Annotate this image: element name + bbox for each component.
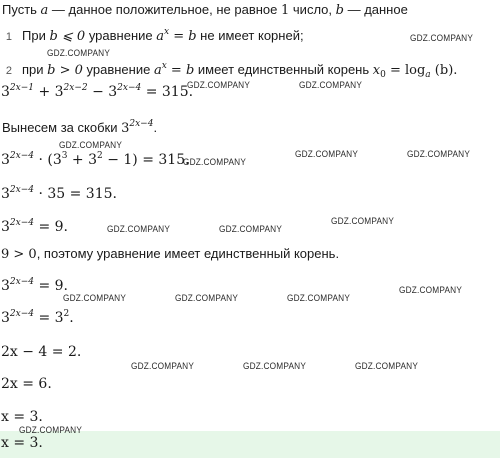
log-base: a bbox=[425, 70, 431, 80]
answer: x = 3. bbox=[1, 435, 43, 451]
number-one: 1 bbox=[281, 3, 290, 18]
exponent: 2 bbox=[97, 151, 103, 161]
note-text: , поэтому уравнение имеет единственный корень. bbox=[36, 246, 340, 261]
exponent: 2x−4 bbox=[9, 218, 34, 228]
var-a: a bbox=[40, 3, 49, 18]
intro-text: число, bbox=[289, 2, 336, 17]
watermark: GDZ.COMPANY bbox=[19, 425, 83, 435]
factor-text: Вынесем за скобки bbox=[2, 120, 122, 135]
note-line bbox=[1, 246, 339, 262]
list-text: уравнение bbox=[82, 62, 154, 77]
rhs: = 9. bbox=[34, 219, 68, 235]
equation-rest: = b bbox=[166, 63, 195, 78]
factor-line: Вынесем за скобки $3^{2x-4}$. bbox=[2, 119, 158, 136]
list-number: 2 bbox=[5, 65, 12, 77]
list-item bbox=[0, 62, 457, 78]
watermark: GDZ.COMPANY bbox=[410, 33, 474, 43]
intro-text: Пусть bbox=[2, 2, 41, 17]
root-var: x bbox=[372, 63, 381, 78]
watermark: GDZ.COMPANY bbox=[107, 224, 171, 234]
exponent: 2x−4 bbox=[9, 185, 34, 195]
watermark: GDZ.COMPANY bbox=[183, 157, 247, 167]
exponent: 2x−4 bbox=[117, 83, 142, 93]
watermark: GDZ.COMPANY bbox=[175, 293, 239, 303]
step-7: 2x = 6. bbox=[1, 376, 52, 392]
watermark: GDZ.COMPANY bbox=[355, 361, 419, 371]
watermark: GDZ.COMPANY bbox=[287, 293, 351, 303]
equation-exponent: x bbox=[161, 61, 167, 71]
exponent: 2x−4 bbox=[9, 277, 34, 287]
equation-base: a bbox=[153, 63, 162, 78]
root-sub: 0 bbox=[380, 70, 386, 80]
watermark: GDZ.COMPANY bbox=[295, 149, 359, 159]
answer-highlight bbox=[0, 431, 500, 458]
rhs: · 35 = 315. bbox=[34, 186, 117, 202]
exponent: 2x−4 bbox=[9, 151, 34, 161]
watermark: GDZ.COMPANY bbox=[131, 361, 195, 371]
step-4: $3^{2x-4} = 9$. bbox=[1, 277, 68, 294]
watermark: GDZ.COMPANY bbox=[63, 293, 127, 303]
list-text: не имеет корней; bbox=[196, 28, 304, 43]
list-item bbox=[0, 28, 304, 44]
log-argument: (b). bbox=[430, 63, 458, 78]
equation-base: a bbox=[156, 29, 164, 44]
exponent: 2x−2 bbox=[63, 83, 88, 93]
intro-line bbox=[2, 2, 408, 18]
step-1: $3^{2x-4} \cdot (3^3 + 3^2 - 1) = 315$. bbox=[1, 151, 190, 168]
punct: . bbox=[69, 310, 74, 326]
condition: b > 0 bbox=[47, 63, 83, 78]
watermark: GDZ.COMPANY bbox=[187, 80, 251, 90]
step-8: x = 3. bbox=[1, 409, 43, 425]
rhs: = 9. bbox=[34, 278, 68, 294]
watermark: GDZ.COMPANY bbox=[399, 285, 463, 295]
var-b: b bbox=[335, 3, 344, 18]
root-log: = log bbox=[385, 63, 426, 78]
watermark: GDZ.COMPANY bbox=[47, 48, 111, 58]
watermark: GDZ.COMPANY bbox=[243, 361, 307, 371]
equation-exponent: x bbox=[164, 27, 170, 37]
equation-rest: = b bbox=[169, 29, 197, 44]
watermark: GDZ.COMPANY bbox=[219, 224, 283, 234]
watermark: GDZ.COMPANY bbox=[331, 216, 395, 226]
list-text: уравнение bbox=[85, 28, 157, 43]
list-number: 1 bbox=[5, 31, 12, 43]
watermark: GDZ.COMPANY bbox=[299, 80, 363, 90]
intro-text: — данное положительное, не равное bbox=[48, 2, 282, 17]
step-2: $3^{2x-4} \cdot 35 = 315$. bbox=[1, 185, 117, 202]
exponent: 2 bbox=[63, 309, 70, 319]
watermark: GDZ.COMPANY bbox=[59, 140, 123, 150]
equation-main: $3^{2x-1} + 3^{2x-2} - 3^{2x-4} = 315$. bbox=[1, 83, 194, 100]
rhs: − 1) = 315. bbox=[102, 152, 190, 168]
exponent: 3 bbox=[61, 151, 68, 161]
punct: . bbox=[153, 120, 158, 135]
exponent: 2x−1 bbox=[9, 83, 34, 93]
rhs: = 315. bbox=[141, 84, 194, 100]
step-3: $3^{2x-4} = 9$. bbox=[1, 218, 68, 235]
condition: b ⩽ 0 bbox=[49, 29, 86, 44]
exponent: 2x−4 bbox=[129, 119, 154, 129]
step-5: $3^{2x-4} = 3^2$. bbox=[1, 309, 74, 326]
list-text: при bbox=[22, 62, 48, 77]
exponent: 2x−4 bbox=[9, 309, 34, 319]
step-6: 2x − 4 = 2. bbox=[1, 344, 82, 360]
list-text: При bbox=[22, 28, 50, 43]
watermark: GDZ.COMPANY bbox=[407, 149, 471, 159]
list-text: имеет единственный корень bbox=[194, 62, 373, 77]
intro-text: — данное bbox=[343, 2, 408, 17]
condition: 9 > 0 bbox=[1, 247, 37, 262]
